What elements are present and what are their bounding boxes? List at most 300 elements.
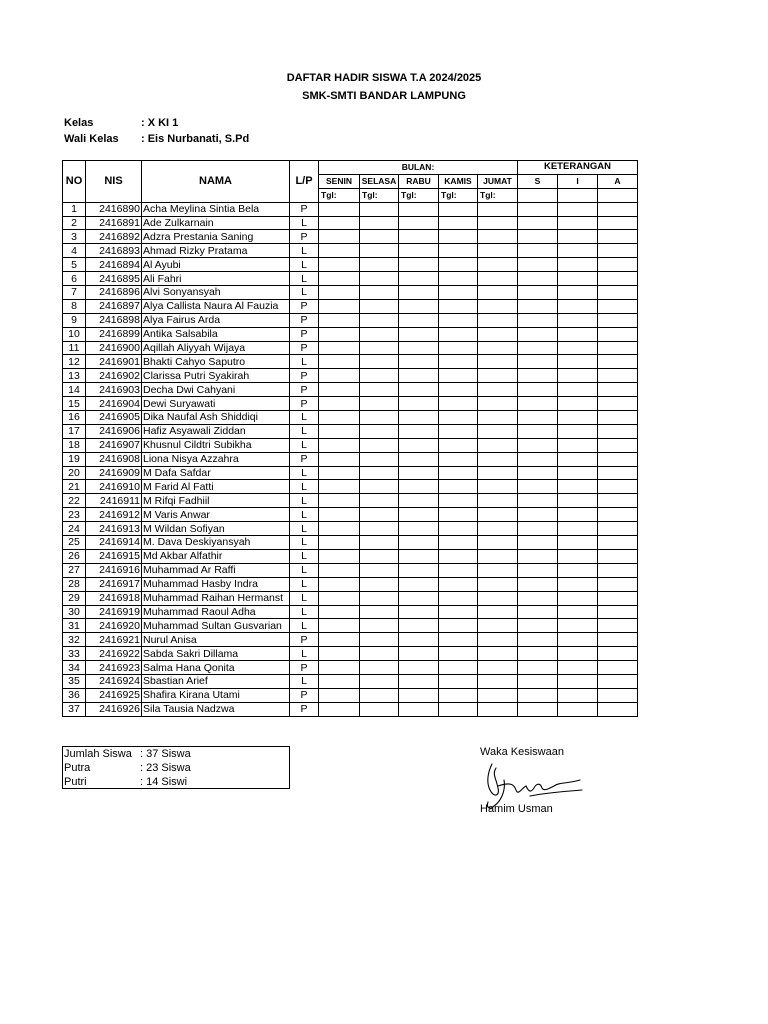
attendance-cell[interactable]	[478, 272, 518, 286]
attendance-cell[interactable]	[518, 577, 558, 591]
attendance-cell[interactable]	[478, 327, 518, 341]
attendance-cell[interactable]	[558, 327, 598, 341]
attendance-cell[interactable]	[478, 647, 518, 661]
attendance-cell[interactable]	[399, 688, 439, 702]
attendance-cell[interactable]	[399, 411, 439, 425]
attendance-cell[interactable]	[558, 674, 598, 688]
attendance-cell[interactable]	[598, 272, 638, 286]
attendance-cell[interactable]	[439, 341, 478, 355]
attendance-cell[interactable]	[439, 272, 478, 286]
attendance-cell[interactable]	[558, 480, 598, 494]
attendance-cell[interactable]	[598, 577, 638, 591]
attendance-cell[interactable]	[360, 480, 399, 494]
attendance-cell[interactable]	[319, 438, 360, 452]
attendance-cell[interactable]	[478, 202, 518, 216]
attendance-cell[interactable]	[399, 313, 439, 327]
attendance-cell[interactable]	[478, 536, 518, 550]
attendance-cell[interactable]	[478, 702, 518, 716]
attendance-cell[interactable]	[439, 258, 478, 272]
attendance-cell[interactable]	[558, 202, 598, 216]
attendance-cell[interactable]	[399, 605, 439, 619]
attendance-cell[interactable]	[399, 424, 439, 438]
attendance-cell[interactable]	[518, 299, 558, 313]
attendance-cell[interactable]	[399, 563, 439, 577]
attendance-cell[interactable]	[598, 549, 638, 563]
attendance-cell[interactable]	[598, 452, 638, 466]
attendance-cell[interactable]	[558, 619, 598, 633]
attendance-cell[interactable]	[598, 286, 638, 300]
attendance-cell[interactable]	[399, 383, 439, 397]
attendance-cell[interactable]	[360, 216, 399, 230]
attendance-cell[interactable]	[319, 577, 360, 591]
attendance-cell[interactable]	[478, 549, 518, 563]
attendance-cell[interactable]	[478, 619, 518, 633]
attendance-cell[interactable]	[319, 299, 360, 313]
attendance-cell[interactable]	[360, 411, 399, 425]
attendance-cell[interactable]	[319, 452, 360, 466]
attendance-cell[interactable]	[518, 383, 558, 397]
attendance-cell[interactable]	[319, 313, 360, 327]
attendance-cell[interactable]	[558, 438, 598, 452]
attendance-cell[interactable]	[399, 438, 439, 452]
attendance-cell[interactable]	[360, 230, 399, 244]
attendance-cell[interactable]	[439, 494, 478, 508]
attendance-cell[interactable]	[558, 383, 598, 397]
attendance-cell[interactable]	[439, 466, 478, 480]
attendance-cell[interactable]	[439, 286, 478, 300]
attendance-cell[interactable]	[399, 369, 439, 383]
attendance-cell[interactable]	[518, 674, 558, 688]
attendance-cell[interactable]	[360, 286, 399, 300]
attendance-cell[interactable]	[399, 230, 439, 244]
attendance-cell[interactable]	[598, 563, 638, 577]
attendance-cell[interactable]	[319, 494, 360, 508]
attendance-cell[interactable]	[478, 563, 518, 577]
attendance-cell[interactable]	[518, 619, 558, 633]
attendance-cell[interactable]	[518, 605, 558, 619]
attendance-cell[interactable]	[319, 258, 360, 272]
attendance-cell[interactable]	[439, 605, 478, 619]
attendance-cell[interactable]	[319, 508, 360, 522]
attendance-cell[interactable]	[319, 286, 360, 300]
attendance-cell[interactable]	[478, 605, 518, 619]
attendance-cell[interactable]	[598, 591, 638, 605]
attendance-cell[interactable]	[360, 688, 399, 702]
attendance-cell[interactable]	[439, 202, 478, 216]
attendance-cell[interactable]	[439, 411, 478, 425]
row-no: 28	[63, 577, 86, 591]
attendance-cell[interactable]	[478, 383, 518, 397]
attendance-cell[interactable]	[360, 563, 399, 577]
attendance-cell[interactable]	[518, 272, 558, 286]
attendance-cell[interactable]	[598, 702, 638, 716]
attendance-cell[interactable]	[319, 341, 360, 355]
attendance-cell[interactable]	[518, 494, 558, 508]
attendance-cell[interactable]	[319, 619, 360, 633]
attendance-cell[interactable]	[518, 452, 558, 466]
attendance-cell[interactable]	[518, 508, 558, 522]
attendance-cell[interactable]	[598, 508, 638, 522]
attendance-cell[interactable]	[558, 536, 598, 550]
attendance-cell[interactable]	[439, 549, 478, 563]
attendance-cell[interactable]	[598, 383, 638, 397]
attendance-cell[interactable]	[399, 466, 439, 480]
attendance-cell[interactable]	[518, 536, 558, 550]
attendance-cell[interactable]	[439, 244, 478, 258]
attendance-cell[interactable]	[478, 661, 518, 675]
kelas-line	[64, 117, 178, 129]
attendance-cell[interactable]	[439, 369, 478, 383]
attendance-cell[interactable]	[558, 508, 598, 522]
attendance-cell[interactable]	[439, 230, 478, 244]
attendance-cell[interactable]	[439, 522, 478, 536]
attendance-cell[interactable]	[319, 355, 360, 369]
attendance-cell[interactable]	[518, 661, 558, 675]
attendance-cell[interactable]	[478, 438, 518, 452]
attendance-cell[interactable]	[319, 202, 360, 216]
attendance-cell[interactable]	[518, 327, 558, 341]
attendance-cell[interactable]	[518, 341, 558, 355]
attendance-cell[interactable]	[558, 411, 598, 425]
attendance-cell[interactable]	[478, 258, 518, 272]
ket-header-s: S	[518, 174, 558, 188]
attendance-cell[interactable]	[439, 563, 478, 577]
attendance-cell[interactable]	[360, 327, 399, 341]
attendance-cell[interactable]	[439, 536, 478, 550]
attendance-cell[interactable]	[360, 549, 399, 563]
attendance-cell[interactable]	[360, 633, 399, 647]
attendance-cell[interactable]	[399, 661, 439, 675]
attendance-cell[interactable]	[478, 508, 518, 522]
attendance-cell[interactable]	[598, 480, 638, 494]
attendance-cell[interactable]	[319, 397, 360, 411]
attendance-cell[interactable]	[518, 313, 558, 327]
attendance-cell[interactable]	[558, 647, 598, 661]
attendance-cell[interactable]	[598, 605, 638, 619]
attendance-cell[interactable]	[399, 216, 439, 230]
attendance-cell[interactable]	[399, 355, 439, 369]
attendance-cell[interactable]	[360, 619, 399, 633]
attendance-cell[interactable]	[558, 591, 598, 605]
attendance-cell[interactable]	[518, 688, 558, 702]
attendance-cell[interactable]	[399, 286, 439, 300]
attendance-cell[interactable]	[319, 466, 360, 480]
attendance-cell[interactable]	[439, 577, 478, 591]
attendance-cell[interactable]	[598, 661, 638, 675]
attendance-cell[interactable]	[439, 591, 478, 605]
attendance-cell[interactable]	[360, 272, 399, 286]
attendance-cell[interactable]	[360, 244, 399, 258]
attendance-cell[interactable]	[518, 466, 558, 480]
attendance-cell[interactable]	[478, 591, 518, 605]
attendance-cell[interactable]	[439, 327, 478, 341]
attendance-cell[interactable]	[360, 466, 399, 480]
attendance-cell[interactable]	[399, 397, 439, 411]
attendance-cell[interactable]	[319, 674, 360, 688]
attendance-cell[interactable]	[478, 313, 518, 327]
attendance-cell[interactable]	[598, 688, 638, 702]
attendance-cell[interactable]	[558, 272, 598, 286]
attendance-cell[interactable]	[399, 341, 439, 355]
attendance-cell[interactable]	[518, 702, 558, 716]
attendance-cell[interactable]	[558, 313, 598, 327]
attendance-cell[interactable]	[439, 452, 478, 466]
attendance-cell[interactable]	[598, 327, 638, 341]
attendance-cell[interactable]	[558, 424, 598, 438]
attendance-cell[interactable]	[558, 661, 598, 675]
attendance-cell[interactable]	[360, 299, 399, 313]
attendance-cell[interactable]	[518, 438, 558, 452]
attendance-cell[interactable]	[598, 341, 638, 355]
attendance-cell[interactable]	[360, 424, 399, 438]
attendance-cell[interactable]	[439, 688, 478, 702]
attendance-cell[interactable]	[399, 591, 439, 605]
attendance-cell[interactable]	[518, 202, 558, 216]
attendance-cell[interactable]	[478, 633, 518, 647]
attendance-cell[interactable]	[319, 549, 360, 563]
attendance-cell[interactable]	[319, 272, 360, 286]
attendance-cell[interactable]	[598, 674, 638, 688]
attendance-cell[interactable]	[518, 591, 558, 605]
attendance-cell[interactable]	[518, 258, 558, 272]
attendance-cell[interactable]	[319, 633, 360, 647]
attendance-cell[interactable]	[360, 536, 399, 550]
attendance-cell[interactable]	[558, 299, 598, 313]
attendance-cell[interactable]	[399, 508, 439, 522]
attendance-cell[interactable]	[478, 494, 518, 508]
attendance-cell[interactable]	[478, 216, 518, 230]
attendance-cell[interactable]	[478, 341, 518, 355]
attendance-cell[interactable]	[558, 397, 598, 411]
attendance-cell[interactable]	[360, 702, 399, 716]
attendance-cell[interactable]	[558, 577, 598, 591]
attendance-cell[interactable]	[558, 549, 598, 563]
attendance-cell[interactable]	[478, 674, 518, 688]
attendance-cell[interactable]	[598, 466, 638, 480]
attendance-cell[interactable]	[478, 299, 518, 313]
attendance-cell[interactable]	[478, 397, 518, 411]
attendance-cell[interactable]	[399, 452, 439, 466]
attendance-cell[interactable]	[319, 591, 360, 605]
attendance-cell[interactable]	[399, 327, 439, 341]
attendance-cell[interactable]	[360, 508, 399, 522]
attendance-cell[interactable]	[518, 424, 558, 438]
attendance-cell[interactable]	[598, 522, 638, 536]
attendance-cell[interactable]	[518, 244, 558, 258]
attendance-cell[interactable]	[598, 258, 638, 272]
attendance-cell[interactable]	[439, 383, 478, 397]
attendance-cell[interactable]	[399, 522, 439, 536]
attendance-cell[interactable]	[558, 494, 598, 508]
attendance-cell[interactable]	[518, 230, 558, 244]
attendance-cell[interactable]	[319, 216, 360, 230]
attendance-cell[interactable]	[598, 494, 638, 508]
attendance-cell[interactable]	[360, 202, 399, 216]
attendance-cell[interactable]	[319, 424, 360, 438]
attendance-cell[interactable]	[399, 674, 439, 688]
attendance-cell[interactable]	[360, 591, 399, 605]
attendance-cell[interactable]	[598, 411, 638, 425]
attendance-cell[interactable]	[439, 647, 478, 661]
attendance-cell[interactable]	[319, 536, 360, 550]
attendance-cell[interactable]	[518, 216, 558, 230]
attendance-cell[interactable]	[558, 633, 598, 647]
attendance-cell[interactable]	[518, 369, 558, 383]
attendance-cell[interactable]	[399, 549, 439, 563]
attendance-cell[interactable]	[439, 674, 478, 688]
attendance-cell[interactable]	[319, 369, 360, 383]
attendance-cell[interactable]	[598, 397, 638, 411]
attendance-cell[interactable]	[439, 216, 478, 230]
attendance-cell[interactable]	[558, 216, 598, 230]
attendance-cell[interactable]	[598, 619, 638, 633]
attendance-cell[interactable]	[360, 369, 399, 383]
attendance-cell[interactable]	[399, 633, 439, 647]
attendance-cell[interactable]	[478, 452, 518, 466]
attendance-cell[interactable]	[399, 258, 439, 272]
attendance-cell[interactable]	[518, 522, 558, 536]
attendance-cell[interactable]	[439, 702, 478, 716]
attendance-cell[interactable]	[478, 424, 518, 438]
attendance-cell[interactable]	[598, 216, 638, 230]
attendance-cell[interactable]	[478, 286, 518, 300]
attendance-cell[interactable]	[360, 313, 399, 327]
attendance-cell[interactable]	[319, 383, 360, 397]
attendance-cell[interactable]	[598, 647, 638, 661]
attendance-cell[interactable]	[399, 577, 439, 591]
attendance-cell[interactable]	[558, 341, 598, 355]
attendance-cell[interactable]	[439, 480, 478, 494]
attendance-cell[interactable]	[518, 549, 558, 563]
attendance-cell[interactable]	[558, 702, 598, 716]
attendance-cell[interactable]	[478, 480, 518, 494]
attendance-cell[interactable]	[399, 480, 439, 494]
attendance-cell[interactable]	[319, 647, 360, 661]
attendance-cell[interactable]	[439, 438, 478, 452]
attendance-cell[interactable]	[360, 577, 399, 591]
attendance-cell[interactable]	[319, 688, 360, 702]
attendance-cell[interactable]	[478, 466, 518, 480]
attendance-cell[interactable]	[558, 563, 598, 577]
attendance-cell[interactable]	[558, 369, 598, 383]
attendance-cell[interactable]	[598, 202, 638, 216]
attendance-cell[interactable]	[360, 438, 399, 452]
attendance-cell[interactable]	[598, 313, 638, 327]
attendance-cell[interactable]	[558, 688, 598, 702]
attendance-cell[interactable]	[399, 299, 439, 313]
attendance-cell[interactable]	[598, 299, 638, 313]
attendance-cell[interactable]	[360, 661, 399, 675]
attendance-cell[interactable]	[558, 452, 598, 466]
attendance-cell[interactable]	[319, 411, 360, 425]
attendance-cell[interactable]	[399, 647, 439, 661]
attendance-cell[interactable]	[478, 230, 518, 244]
attendance-cell[interactable]	[598, 369, 638, 383]
attendance-cell[interactable]	[478, 411, 518, 425]
attendance-cell[interactable]	[319, 480, 360, 494]
attendance-cell[interactable]	[518, 480, 558, 494]
attendance-cell[interactable]	[598, 633, 638, 647]
attendance-cell[interactable]	[319, 327, 360, 341]
attendance-cell[interactable]	[399, 272, 439, 286]
attendance-cell[interactable]	[399, 494, 439, 508]
attendance-cell[interactable]	[360, 397, 399, 411]
attendance-cell[interactable]	[478, 522, 518, 536]
attendance-cell[interactable]	[399, 702, 439, 716]
attendance-cell[interactable]	[518, 633, 558, 647]
attendance-cell[interactable]	[478, 577, 518, 591]
attendance-cell[interactable]	[360, 494, 399, 508]
attendance-cell[interactable]	[360, 522, 399, 536]
attendance-cell[interactable]	[558, 355, 598, 369]
attendance-cell[interactable]	[598, 536, 638, 550]
attendance-cell[interactable]	[399, 536, 439, 550]
attendance-cell[interactable]	[319, 230, 360, 244]
attendance-cell[interactable]	[319, 522, 360, 536]
attendance-cell[interactable]	[518, 647, 558, 661]
attendance-cell[interactable]	[478, 688, 518, 702]
attendance-cell[interactable]	[319, 702, 360, 716]
attendance-cell[interactable]	[319, 563, 360, 577]
attendance-cell[interactable]	[439, 508, 478, 522]
attendance-cell[interactable]	[439, 619, 478, 633]
attendance-cell[interactable]	[439, 313, 478, 327]
attendance-cell[interactable]	[439, 355, 478, 369]
attendance-cell[interactable]	[598, 230, 638, 244]
attendance-cell[interactable]	[439, 661, 478, 675]
attendance-cell[interactable]	[598, 424, 638, 438]
attendance-cell[interactable]	[439, 397, 478, 411]
attendance-cell[interactable]	[558, 466, 598, 480]
attendance-cell[interactable]	[319, 661, 360, 675]
attendance-cell[interactable]	[399, 244, 439, 258]
attendance-cell[interactable]	[598, 438, 638, 452]
row-nama: Aqillah Aliyyah Wijaya	[142, 341, 290, 355]
attendance-cell[interactable]	[518, 397, 558, 411]
attendance-cell[interactable]	[558, 286, 598, 300]
attendance-cell[interactable]	[558, 244, 598, 258]
attendance-cell[interactable]	[598, 244, 638, 258]
attendance-cell[interactable]	[399, 619, 439, 633]
attendance-cell[interactable]	[478, 355, 518, 369]
attendance-cell[interactable]	[558, 258, 598, 272]
attendance-cell[interactable]	[439, 633, 478, 647]
attendance-cell[interactable]	[319, 605, 360, 619]
attendance-cell[interactable]	[518, 286, 558, 300]
attendance-cell[interactable]	[360, 674, 399, 688]
attendance-cell[interactable]	[558, 605, 598, 619]
attendance-cell[interactable]	[518, 411, 558, 425]
attendance-cell[interactable]	[558, 230, 598, 244]
attendance-cell[interactable]	[478, 369, 518, 383]
attendance-cell[interactable]	[360, 355, 399, 369]
attendance-cell[interactable]	[360, 647, 399, 661]
attendance-cell[interactable]	[598, 355, 638, 369]
attendance-cell[interactable]	[360, 341, 399, 355]
attendance-cell[interactable]	[319, 244, 360, 258]
attendance-cell[interactable]	[360, 605, 399, 619]
attendance-cell[interactable]	[518, 563, 558, 577]
attendance-cell[interactable]	[360, 452, 399, 466]
attendance-cell[interactable]	[360, 383, 399, 397]
attendance-cell[interactable]	[399, 202, 439, 216]
attendance-cell[interactable]	[518, 355, 558, 369]
attendance-cell[interactable]	[439, 424, 478, 438]
attendance-cell[interactable]	[558, 522, 598, 536]
attendance-cell[interactable]	[478, 244, 518, 258]
attendance-cell[interactable]	[439, 299, 478, 313]
attendance-cell[interactable]	[360, 258, 399, 272]
